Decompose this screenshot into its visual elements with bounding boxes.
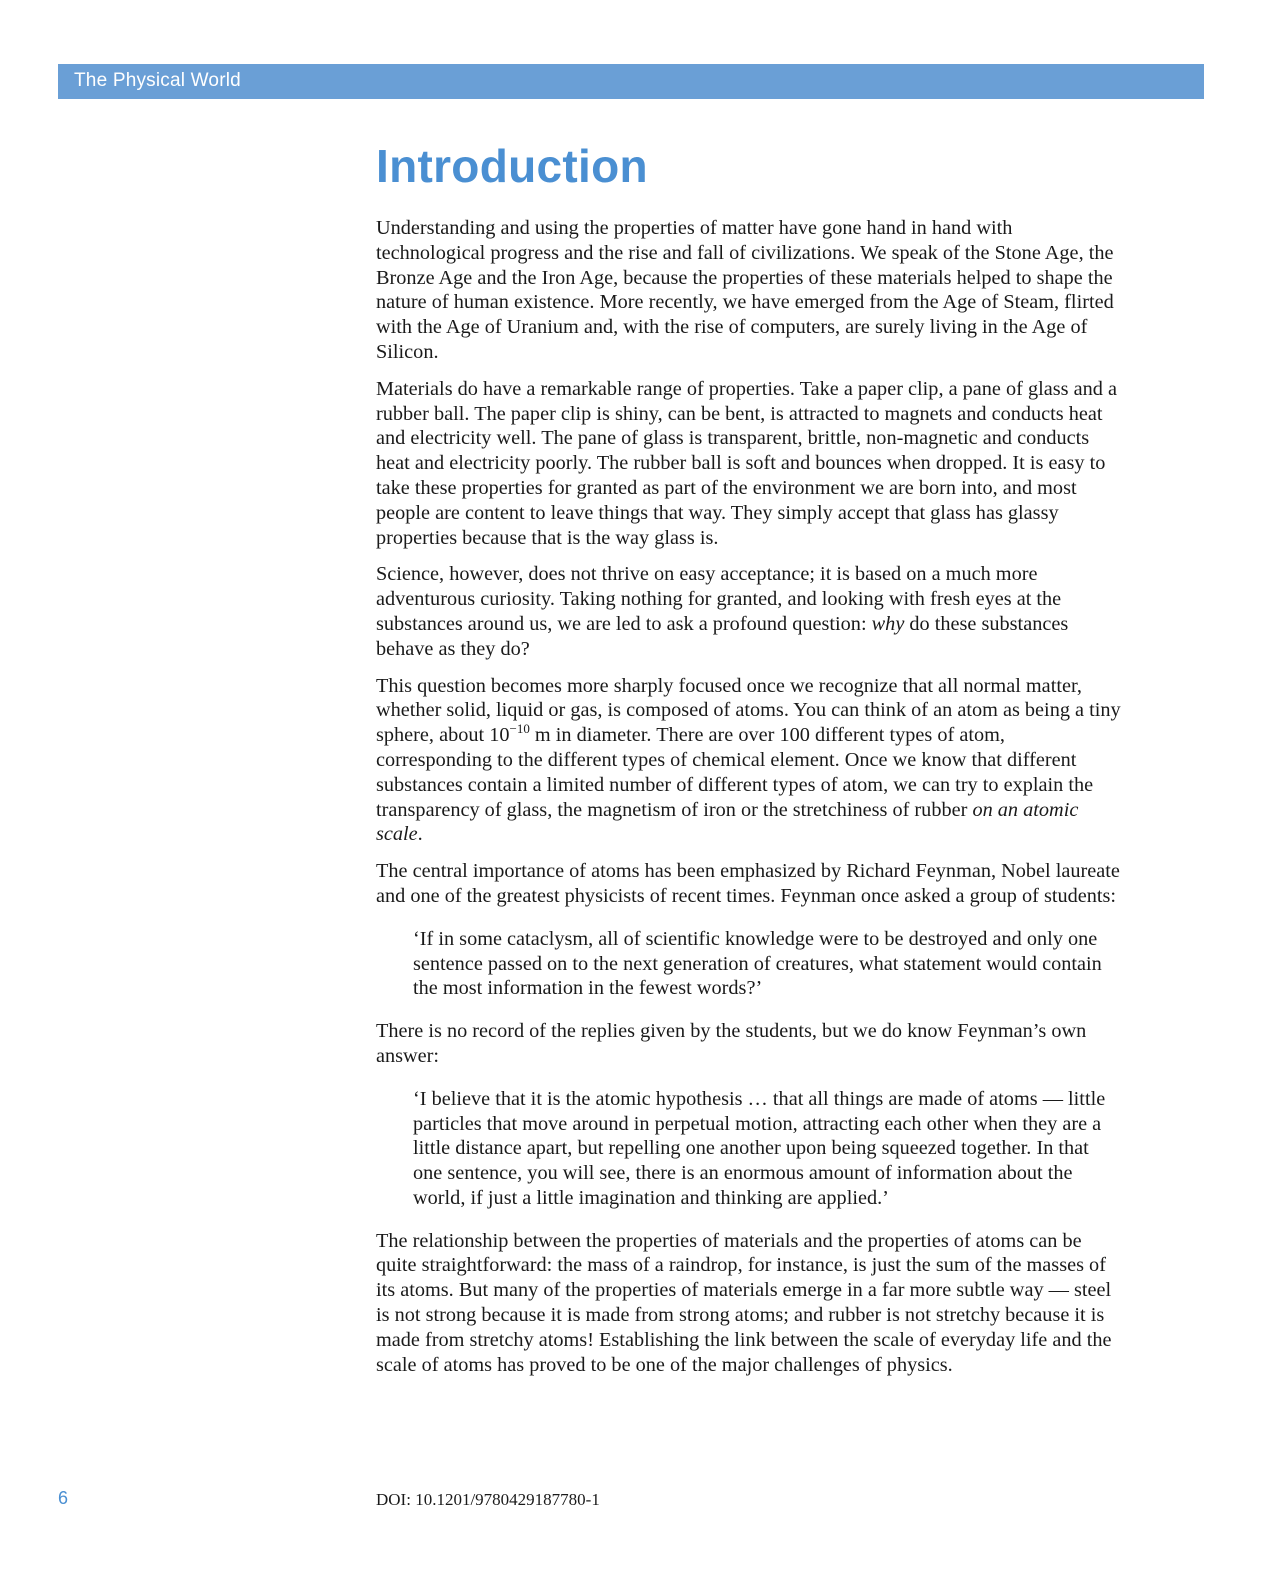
paragraph-2: Materials do have a remarkable range of properties. Take a paper clip, a pane of glass and a rubber ball. The paper clip is shiny, can be bent, is attracted to magnets and conducts heat and electricity well. The pane of glass is transparent, brittle, non-magnetic and conducts heat and electricity poorly. The rubber ball is soft and bounces when dropped. It is easy to take these properties for granted as part of the environment we are born into, and most people are content to leave things that way. They simply accept that glass has glassy properties because that is the way glass is. [376,377,1117,549]
paragraph-7: The relationship between the properties of materials and the properties of atoms can be quite straightforward: the mass of a raindrop, for instance, is just the sum of the masses of its atoms. But many of the properties of materials emerge in a far more subtle way — steel is not strong because it is made from strong atoms; and rubber is not stretchy because it is made from stretchy atoms! Establishing the link between the scale of everyday life and the scale of atoms has proved to be one of the major challenges of physics. [376,1229,1112,1376]
running-header-bar [58,64,1204,99]
page-number: 6 [58,1488,69,1508]
page-title: Introduction [376,140,648,192]
paragraph-3-emphasis: why [871,612,905,635]
paragraph-4 [376,674,1121,848]
paragraph-6: There is no record of the replies given by the students, but we do know Feynman’s own answer: [376,1020,1087,1067]
feynman-question-quote: ‘If in some cataclysm, all of scientific knowledge were to be destroyed and only one sentence passed on to the next generation of creatures, what statement would contain the most information in the fewest words?’ [413,927,1102,1000]
paragraph-3 [376,562,1121,661]
doi-footer: DOI: 10.1201/9780429187780-1 [376,1490,600,1509]
paragraph-3-text-a: Science, however, does not thrive on easy acceptance; it is based on a much more adventurous curiosity. Taking nothing for granted, and looking with fresh eyes at the substances around us, we are led to ask a profound question: [376,563,1062,635]
paragraph-5: The central importance of atoms has been emphasized by Richard Feynman, Nobel laureate and one of the greatest physicists of recent times. Feynman once asked a group of students: [376,860,1120,907]
main-content [376,138,1121,1389]
paragraph-4-text-b: m in diameter. There are over 100 different types of atom, corresponding to the different types of chemical element. Once we know that different substances contain a limited number of different types of atom, we can try to explain the transparency of glass, the magnetism of iron or the stretchiness of rubber [376,724,1094,821]
feynman-answer-quote: ‘I believe that it is the atomic hypothesis … that all things are made of atoms — little particles that move around in perpetual motion, attracting each other when they are a little distance apart, but repelling one another upon being squeezed together. In that one sentence, you will see, there is an enormous amount of information about the world, if just a little imagination and thinking are applied.’ [413,1087,1106,1209]
paragraph-1: Understanding and using the properties of matter have gone hand in hand with technological progress and the rise and fall of civilizations. We speak of the Stone Age, the Bronze Age and the Iron Age, because the properties of these materials helped to shape the nature of human existence. More recently, we have emerged from the Age of Steam, flirted with the Age of Uranium and, with the rise of computers, are surely living in the Age of Silicon. [376,217,1114,363]
paragraph-4-text-a: This question becomes more sharply focused once we recognize that all normal matter, whether solid, liquid or gas, is composed of atoms. You can think of an atom as being a tiny sphere, about 10 [376,674,1121,747]
paragraph-3-text-b: do these substances behave as they do? [376,612,1069,660]
paragraph-4-text-c: . [417,823,423,846]
paragraph-4-emphasis: on an atomic scale [376,798,1079,846]
running-header-title: The Physical World [74,70,241,91]
paragraph-4-exponent: −10 [509,721,530,737]
